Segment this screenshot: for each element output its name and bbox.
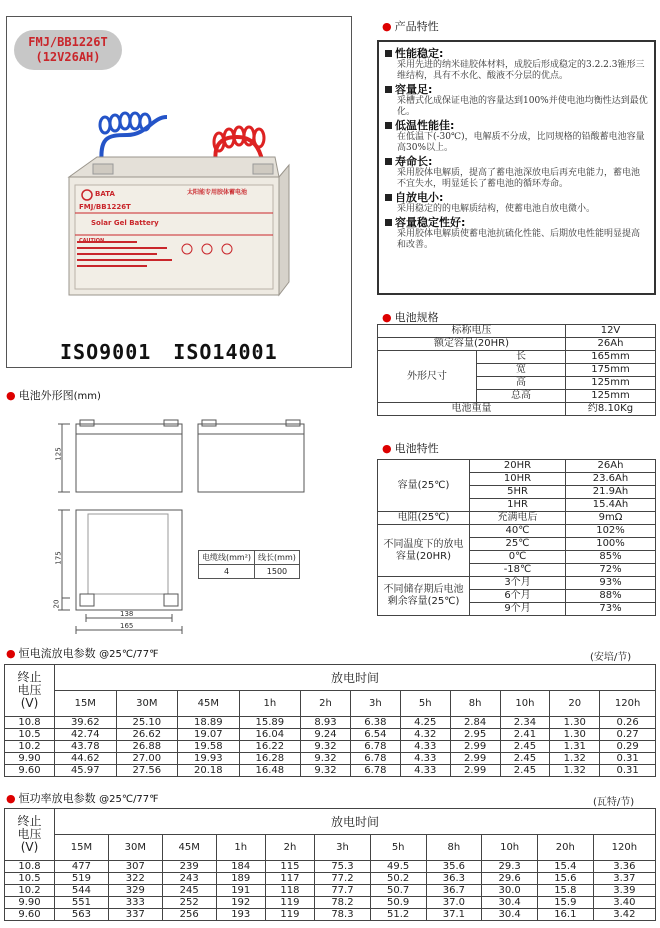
spec-label: 电池重量 <box>378 403 566 416</box>
column-header: 8h <box>450 691 500 717</box>
spec-label: 额定容量(20HR) <box>378 338 566 351</box>
table-cell: 35.6 <box>426 861 482 873</box>
table-row <box>5 909 656 921</box>
spec-dim-name: 总高 <box>477 390 566 403</box>
table-row <box>5 861 656 873</box>
spec-label: 标称电压 <box>378 325 566 338</box>
features-heading: ● 产品特性 <box>382 20 439 33</box>
spec-dim-name: 长 <box>477 351 566 364</box>
table-cell: 19.93 <box>178 753 240 765</box>
table-cell: 119 <box>265 909 314 921</box>
model-rating: (12V26AH) <box>35 50 101 64</box>
table-cell: 6.54 <box>350 729 400 741</box>
cc-table <box>4 664 656 777</box>
spec-value: 165mm <box>566 351 656 364</box>
table-cell: 9.32 <box>301 753 351 765</box>
spec-table <box>377 324 656 416</box>
column-header: 120h <box>600 691 656 717</box>
chars-value: 93% <box>566 577 656 590</box>
battery-label-caution: CAUTION <box>79 238 105 244</box>
iso-9001: ISO9001 <box>60 340 152 364</box>
drawing-heading: ● 电池外形图(mm) <box>6 389 101 402</box>
table-cell: 544 <box>55 885 109 897</box>
table-cell: 75.3 <box>315 861 371 873</box>
table-cell: 189 <box>216 873 265 885</box>
voltage-header: 终止 电压 (V) <box>5 665 55 717</box>
column-header: 1h <box>216 835 265 861</box>
table-cell: 30.4 <box>482 897 538 909</box>
table-cell: 29.6 <box>482 873 538 885</box>
spec-heading: ● 电池规格 <box>382 311 439 324</box>
table-row <box>5 897 656 909</box>
table-row <box>5 729 656 741</box>
row-voltage: 10.5 <box>5 873 55 885</box>
table-cell: 36.3 <box>426 873 482 885</box>
spec-value: 175mm <box>566 364 656 377</box>
table-cell: 50.7 <box>370 885 426 897</box>
table-cell: 15.4 <box>537 861 593 873</box>
table-cell: 43.78 <box>55 741 117 753</box>
column-header: 30M <box>116 691 178 717</box>
column-header: 3h <box>315 835 371 861</box>
table-cell: 30.4 <box>482 909 538 921</box>
cable-header: 线长(mm) <box>255 551 300 565</box>
chars-cond: 10HR <box>470 473 566 486</box>
table-cell: 77.2 <box>315 873 371 885</box>
row-voltage: 9.60 <box>5 909 55 921</box>
feature-item: 自放电小: 采用稳定的的电解质结构，使蓄电池自放电微小。 <box>385 191 648 215</box>
table-row <box>5 873 656 885</box>
column-header: 8h <box>426 835 482 861</box>
table-cell: 2.45 <box>500 741 550 753</box>
iso-certifications <box>60 340 350 364</box>
column-header: 120h <box>593 835 655 861</box>
column-header: 5h <box>370 835 426 861</box>
table-cell: 78.3 <box>315 909 371 921</box>
table-cell: 0.26 <box>600 717 656 729</box>
table-cell: 15.9 <box>537 897 593 909</box>
table-cell: 27.00 <box>116 753 178 765</box>
cc-heading: ● 恒电流放电参数 @25℃/77℉ <box>6 647 159 660</box>
battery-label-en: Solar Gel Battery <box>91 219 159 227</box>
chars-cond: 充满电后 <box>470 512 566 525</box>
dimension-drawing <box>40 410 360 640</box>
table-cell: 115 <box>265 861 314 873</box>
table-cell: 2.41 <box>500 729 550 741</box>
row-voltage: 10.2 <box>5 741 55 753</box>
table-cell: 4.32 <box>400 729 450 741</box>
model-name: FMJ/BB1226T <box>28 35 108 49</box>
table-row <box>5 885 656 897</box>
table-cell: 37.0 <box>426 897 482 909</box>
column-header: 15M <box>55 691 117 717</box>
battery-label-model: FMJ/BB1226T <box>79 203 131 211</box>
table-cell: 16.1 <box>537 909 593 921</box>
table-cell: 37.1 <box>426 909 482 921</box>
chars-cond: 9个月 <box>470 603 566 616</box>
table-cell: 6.78 <box>350 765 400 777</box>
table-cell: 117 <box>265 873 314 885</box>
chars-value: 88% <box>566 590 656 603</box>
dim-inner-bottom: 20 <box>52 599 61 609</box>
table-cell: 78.2 <box>315 897 371 909</box>
chars-value: 85% <box>566 551 656 564</box>
chars-cond: 40℃ <box>470 525 566 538</box>
spec-dim-name: 高 <box>477 377 566 390</box>
chars-value: 102% <box>566 525 656 538</box>
table-cell: 337 <box>108 909 162 921</box>
feature-item: 低温性能佳: 在低温下(-30℃)，电解质不分成，比同规格的铅酸蓄电池容量高30%以上。 <box>385 119 648 154</box>
table-cell: 44.62 <box>55 753 117 765</box>
table-cell: 191 <box>216 885 265 897</box>
chars-cond: 6个月 <box>470 590 566 603</box>
feature-item: 寿命长: 采用胶体电解质，提高了蓄电池深放电后再充电能力，蓄电池不宜失水，明显延长了蓄电池的循环寿命。 <box>385 155 648 190</box>
table-cell: 15.8 <box>537 885 593 897</box>
table-cell: 477 <box>55 861 109 873</box>
table-cell: 29.3 <box>482 861 538 873</box>
column-header: 10h <box>482 835 538 861</box>
chars-value: 21.9Ah <box>566 486 656 499</box>
table-row <box>5 753 656 765</box>
table-cell: 25.10 <box>116 717 178 729</box>
table-cell: 322 <box>108 873 162 885</box>
table-cell: 0.31 <box>600 765 656 777</box>
column-header: 20h <box>537 835 593 861</box>
table-cell: 333 <box>108 897 162 909</box>
cp-unit: (瓦特/节) <box>593 797 635 808</box>
chars-cond: 25℃ <box>470 538 566 551</box>
table-cell: 119 <box>265 897 314 909</box>
table-cell: 243 <box>162 873 216 885</box>
table-cell: 2.99 <box>450 741 500 753</box>
table-cell: 1.30 <box>550 717 600 729</box>
chars-label: 不同温度下的放电容量(20HR) <box>378 525 470 577</box>
column-header: 2h <box>301 691 351 717</box>
dim-138: 138 <box>120 610 134 618</box>
cp-heading: ● 恒功率放电参数 @25℃/77℉ <box>6 792 159 805</box>
cc-unit: (安培/节) <box>590 652 632 663</box>
table-cell: 39.62 <box>55 717 117 729</box>
table-cell: 27.56 <box>116 765 178 777</box>
table-cell: 1.32 <box>550 765 600 777</box>
table-cell: 20.18 <box>178 765 240 777</box>
table-cell: 51.2 <box>370 909 426 921</box>
table-cell: 118 <box>265 885 314 897</box>
column-header: 10h <box>500 691 550 717</box>
table-cell: 16.48 <box>239 765 301 777</box>
table-cell: 239 <box>162 861 216 873</box>
table-cell: 9.32 <box>301 741 351 753</box>
table-row <box>5 717 656 729</box>
column-header: 1h <box>239 691 301 717</box>
spec-label: 外形尺寸 <box>378 351 477 403</box>
table-cell: 26.88 <box>116 741 178 753</box>
table-cell: 4.33 <box>400 765 450 777</box>
time-header: 放电时间 <box>55 665 656 691</box>
table-cell: 26.62 <box>116 729 178 741</box>
table-cell: 551 <box>55 897 109 909</box>
cable-value: 4 <box>199 565 255 579</box>
table-cell: 2.34 <box>500 717 550 729</box>
dimension-lines <box>40 410 360 640</box>
table-cell: 2.99 <box>450 765 500 777</box>
feature-item: 性能稳定: 采用先进的纳米硅胶体材料，成胶后形成稳定的3.2.2.3锥形三维结构，具有不水化、酸液不分层的优点。 <box>385 47 648 82</box>
dim-width-outer: 175 <box>54 551 63 565</box>
table-cell: 2.95 <box>450 729 500 741</box>
chars-heading: ● 电池特性 <box>382 442 439 455</box>
table-cell: 16.04 <box>239 729 301 741</box>
row-voltage: 9.90 <box>5 753 55 765</box>
feature-item: 容量稳定性好: 采用胶体电解质使蓄电池抗硫化性能、后期放电性能明显提高和改善。 <box>385 216 648 251</box>
table-cell: 4.33 <box>400 753 450 765</box>
spec-dim-name: 宽 <box>477 364 566 377</box>
column-header: 30M <box>108 835 162 861</box>
chars-value: 73% <box>566 603 656 616</box>
chars-cond: 1HR <box>470 499 566 512</box>
table-cell: 42.74 <box>55 729 117 741</box>
table-cell: 563 <box>55 909 109 921</box>
chars-value: 9mΩ <box>566 512 656 525</box>
table-cell: 1.31 <box>550 741 600 753</box>
table-cell: 0.31 <box>600 753 656 765</box>
table-cell: 15.89 <box>239 717 301 729</box>
table-cell: 2.45 <box>500 765 550 777</box>
column-header: 45M <box>178 691 240 717</box>
table-cell: 77.7 <box>315 885 371 897</box>
column-header: 3h <box>350 691 400 717</box>
spec-value: 125mm <box>566 377 656 390</box>
spec-value: 约8.10Kg <box>566 403 656 416</box>
table-cell: 3.39 <box>593 885 655 897</box>
column-header: 2h <box>265 835 314 861</box>
table-cell: 2.84 <box>450 717 500 729</box>
dim-height: 125 <box>54 447 63 461</box>
column-header: 15M <box>55 835 109 861</box>
table-cell: 19.58 <box>178 741 240 753</box>
table-cell: 18.89 <box>178 717 240 729</box>
chars-label: 不同储存期后电池剩余容量(25℃) <box>378 577 470 616</box>
table-cell: 1.30 <box>550 729 600 741</box>
row-voltage: 9.90 <box>5 897 55 909</box>
table-cell: 4.33 <box>400 741 450 753</box>
table-cell: 19.07 <box>178 729 240 741</box>
chars-cond: 5HR <box>470 486 566 499</box>
table-cell: 3.40 <box>593 897 655 909</box>
column-header: 5h <box>400 691 450 717</box>
voltage-header: 终止 电压 (V) <box>5 809 55 861</box>
spec-value: 125mm <box>566 390 656 403</box>
table-cell: 0.27 <box>600 729 656 741</box>
table-cell: 3.42 <box>593 909 655 921</box>
table-cell: 9.32 <box>301 765 351 777</box>
table-cell: 6.78 <box>350 753 400 765</box>
table-cell: 16.22 <box>239 741 301 753</box>
table-cell: 245 <box>162 885 216 897</box>
model-badge <box>14 30 122 70</box>
table-cell: 50.9 <box>370 897 426 909</box>
spec-value: 12V <box>566 325 656 338</box>
table-row <box>5 741 656 753</box>
table-cell: 329 <box>108 885 162 897</box>
table-cell: 4.25 <box>400 717 450 729</box>
chars-cond: 20HR <box>470 460 566 473</box>
table-cell: 36.7 <box>426 885 482 897</box>
chars-value: 100% <box>566 538 656 551</box>
chars-value: 23.6Ah <box>566 473 656 486</box>
battery-brand: BATA <box>95 190 115 198</box>
chars-cond: 0℃ <box>470 551 566 564</box>
column-header: 45M <box>162 835 216 861</box>
iso-14001: ISO14001 <box>173 340 278 364</box>
battery-label-cn: 太阳能专用胶体蓄电池 <box>187 189 248 196</box>
table-cell: 45.97 <box>55 765 117 777</box>
row-voltage: 9.60 <box>5 765 55 777</box>
cable-table <box>198 550 300 579</box>
table-cell: 519 <box>55 873 109 885</box>
table-cell: 16.28 <box>239 753 301 765</box>
cable-value: 1500 <box>255 565 300 579</box>
chars-value: 15.4Ah <box>566 499 656 512</box>
table-cell: 6.78 <box>350 741 400 753</box>
table-cell: 3.37 <box>593 873 655 885</box>
table-cell: 15.6 <box>537 873 593 885</box>
time-header: 放电时间 <box>55 809 656 835</box>
table-cell: 3.36 <box>593 861 655 873</box>
chars-table <box>377 459 656 616</box>
table-cell: 184 <box>216 861 265 873</box>
chars-label: 容量(25℃) <box>378 460 470 512</box>
table-cell: 1.32 <box>550 753 600 765</box>
table-cell: 2.99 <box>450 753 500 765</box>
table-cell: 193 <box>216 909 265 921</box>
table-cell: 0.29 <box>600 741 656 753</box>
spec-value: 26Ah <box>566 338 656 351</box>
dim-165: 165 <box>120 622 134 630</box>
table-row <box>5 765 656 777</box>
table-cell: 30.0 <box>482 885 538 897</box>
table-cell: 9.24 <box>301 729 351 741</box>
chars-cond: -18℃ <box>470 564 566 577</box>
table-cell: 307 <box>108 861 162 873</box>
cable-header: 电缆线(mm²) <box>199 551 255 565</box>
table-cell: 2.45 <box>500 753 550 765</box>
cp-table <box>4 808 656 921</box>
table-cell: 50.2 <box>370 873 426 885</box>
column-header: 20 <box>550 691 600 717</box>
chars-cond: 3个月 <box>470 577 566 590</box>
feature-item: 容量足: 采槽式化成保证电池的容量达到100%并使电池均衡性达到最优化。 <box>385 83 648 118</box>
row-voltage: 10.8 <box>5 717 55 729</box>
chars-value: 72% <box>566 564 656 577</box>
chars-value: 26Ah <box>566 460 656 473</box>
table-cell: 252 <box>162 897 216 909</box>
table-cell: 8.93 <box>301 717 351 729</box>
row-voltage: 10.5 <box>5 729 55 741</box>
chars-label: 电阻(25℃) <box>378 512 470 525</box>
row-voltage: 10.8 <box>5 861 55 873</box>
table-cell: 6.38 <box>350 717 400 729</box>
features-panel <box>377 40 656 295</box>
row-voltage: 10.2 <box>5 885 55 897</box>
table-cell: 256 <box>162 909 216 921</box>
table-cell: 49.5 <box>370 861 426 873</box>
table-cell: 192 <box>216 897 265 909</box>
